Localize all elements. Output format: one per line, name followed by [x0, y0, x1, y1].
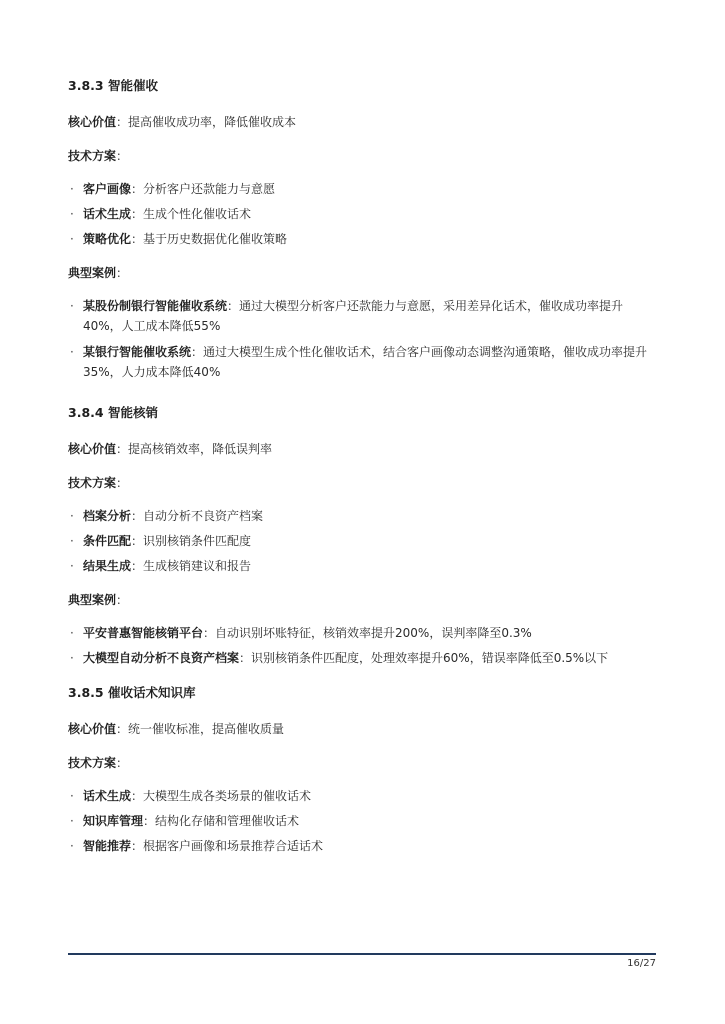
item-text: ：生成个性化催收话术 [131, 207, 252, 221]
list-item [68, 204, 658, 224]
list-item [68, 531, 658, 551]
item-text: ：自动分析不良资产档案 [131, 509, 264, 523]
item-label: 某股份制银行智能催收系统 [83, 299, 228, 313]
core-value-line [68, 112, 658, 132]
case-colon: ： [116, 266, 129, 280]
item-label: 条件匹配 [83, 534, 132, 548]
page-content [68, 76, 658, 856]
section-title: 3.8.4 智能核销 [68, 405, 158, 420]
section-title: 3.8.5 催收话术知识库 [68, 685, 196, 700]
case-list [68, 296, 658, 382]
item-label: 客户画像 [83, 182, 132, 196]
item-text: ：基于历史数据优化催收策略 [131, 232, 288, 246]
tech-heading [68, 473, 658, 493]
list-item [68, 811, 658, 831]
case-heading [68, 263, 658, 283]
item-text: ：通过大模型分析客户还款能力与意愿，采用差异化话术，催收成功率提升40%，人工成本降低55% [83, 299, 624, 333]
core-value-label: 核心价值 [68, 442, 117, 456]
item-text: ：识别核销条件匹配度 [131, 534, 252, 548]
tech-heading [68, 753, 658, 773]
footer-divider [68, 953, 656, 955]
case-colon: ： [116, 593, 129, 607]
tech-label: 技术方案 [68, 756, 117, 770]
list-item [68, 786, 658, 806]
tech-colon: ： [116, 476, 129, 490]
section-title: 3.8.3 智能催收 [68, 78, 158, 93]
bullet-icon: · [70, 182, 74, 196]
tech-list [68, 506, 658, 576]
item-text: ：根据客户画像和场景推荐合适话术 [131, 839, 324, 853]
list-item [68, 179, 658, 199]
core-value-text: ：统一催收标准，提高催收质量 [116, 722, 285, 736]
tech-list [68, 786, 658, 856]
section-smart-collection [68, 76, 658, 382]
list-item [68, 623, 658, 643]
item-label: 话术生成 [83, 789, 132, 803]
bullet-icon: · [70, 839, 74, 853]
item-text: ：自动识别坏账特征，核销效率提升200%，误判率降至0.3% [203, 626, 532, 640]
bullet-icon: · [70, 509, 74, 523]
core-value-text: ：提高催收成功率，降低催收成本 [116, 115, 297, 129]
list-item [68, 296, 658, 336]
core-value-line [68, 719, 658, 739]
bullet-icon: · [70, 345, 74, 359]
bullet-icon: · [70, 559, 74, 573]
item-label: 档案分析 [83, 509, 132, 523]
case-label: 典型案例 [68, 266, 117, 280]
bullet-icon: · [70, 232, 74, 246]
section-collection-script-kb [68, 683, 658, 856]
core-value-label: 核心价值 [68, 115, 117, 129]
list-item [68, 506, 658, 526]
item-label: 大模型自动分析不良资产档案 [83, 651, 240, 665]
bullet-icon: · [70, 626, 74, 640]
item-text: ：生成核销建议和报告 [131, 559, 252, 573]
core-value-text: ：提高核销效率，降低误判率 [116, 442, 273, 456]
bullet-icon: · [70, 789, 74, 803]
list-item [68, 836, 658, 856]
tech-label: 技术方案 [68, 149, 117, 163]
item-label: 结果生成 [83, 559, 132, 573]
case-list [68, 623, 658, 668]
list-item [68, 648, 658, 668]
bullet-icon: · [70, 534, 74, 548]
tech-colon: ： [116, 756, 129, 770]
bullet-icon: · [70, 814, 74, 828]
tech-colon: ： [116, 149, 129, 163]
tech-label: 技术方案 [68, 476, 117, 490]
case-label: 典型案例 [68, 593, 117, 607]
list-item [68, 229, 658, 249]
tech-heading [68, 146, 658, 166]
bullet-icon: · [70, 651, 74, 665]
item-label: 某银行智能催收系统 [83, 345, 192, 359]
item-text: ：分析客户还款能力与意愿 [131, 182, 276, 196]
list-item [68, 556, 658, 576]
item-label: 策略优化 [83, 232, 132, 246]
item-text: ：识别核销条件匹配度，处理效率提升60%，错误率降低至0.5%以下 [239, 651, 609, 665]
core-value-label: 核心价值 [68, 722, 117, 736]
item-label: 话术生成 [83, 207, 132, 221]
item-text: ：结构化存储和管理催收话术 [143, 814, 300, 828]
bullet-icon: · [70, 207, 74, 221]
item-label: 知识库管理 [83, 814, 144, 828]
tech-list [68, 179, 658, 249]
section-smart-writeoff [68, 403, 658, 668]
core-value-line [68, 439, 658, 459]
item-text: ：大模型生成各类场景的催收话术 [131, 789, 312, 803]
page-number: 16/27 [627, 958, 656, 969]
case-heading [68, 590, 658, 610]
item-label: 智能推荐 [83, 839, 132, 853]
list-item [68, 342, 658, 382]
item-label: 平安普惠智能核销平台 [83, 626, 204, 640]
item-text: ：通过大模型生成个性化催收话术，结合客户画像动态调整沟通策略，催收成功率提升35%，人力成本降低40% [83, 345, 648, 379]
bullet-icon: · [70, 299, 74, 313]
